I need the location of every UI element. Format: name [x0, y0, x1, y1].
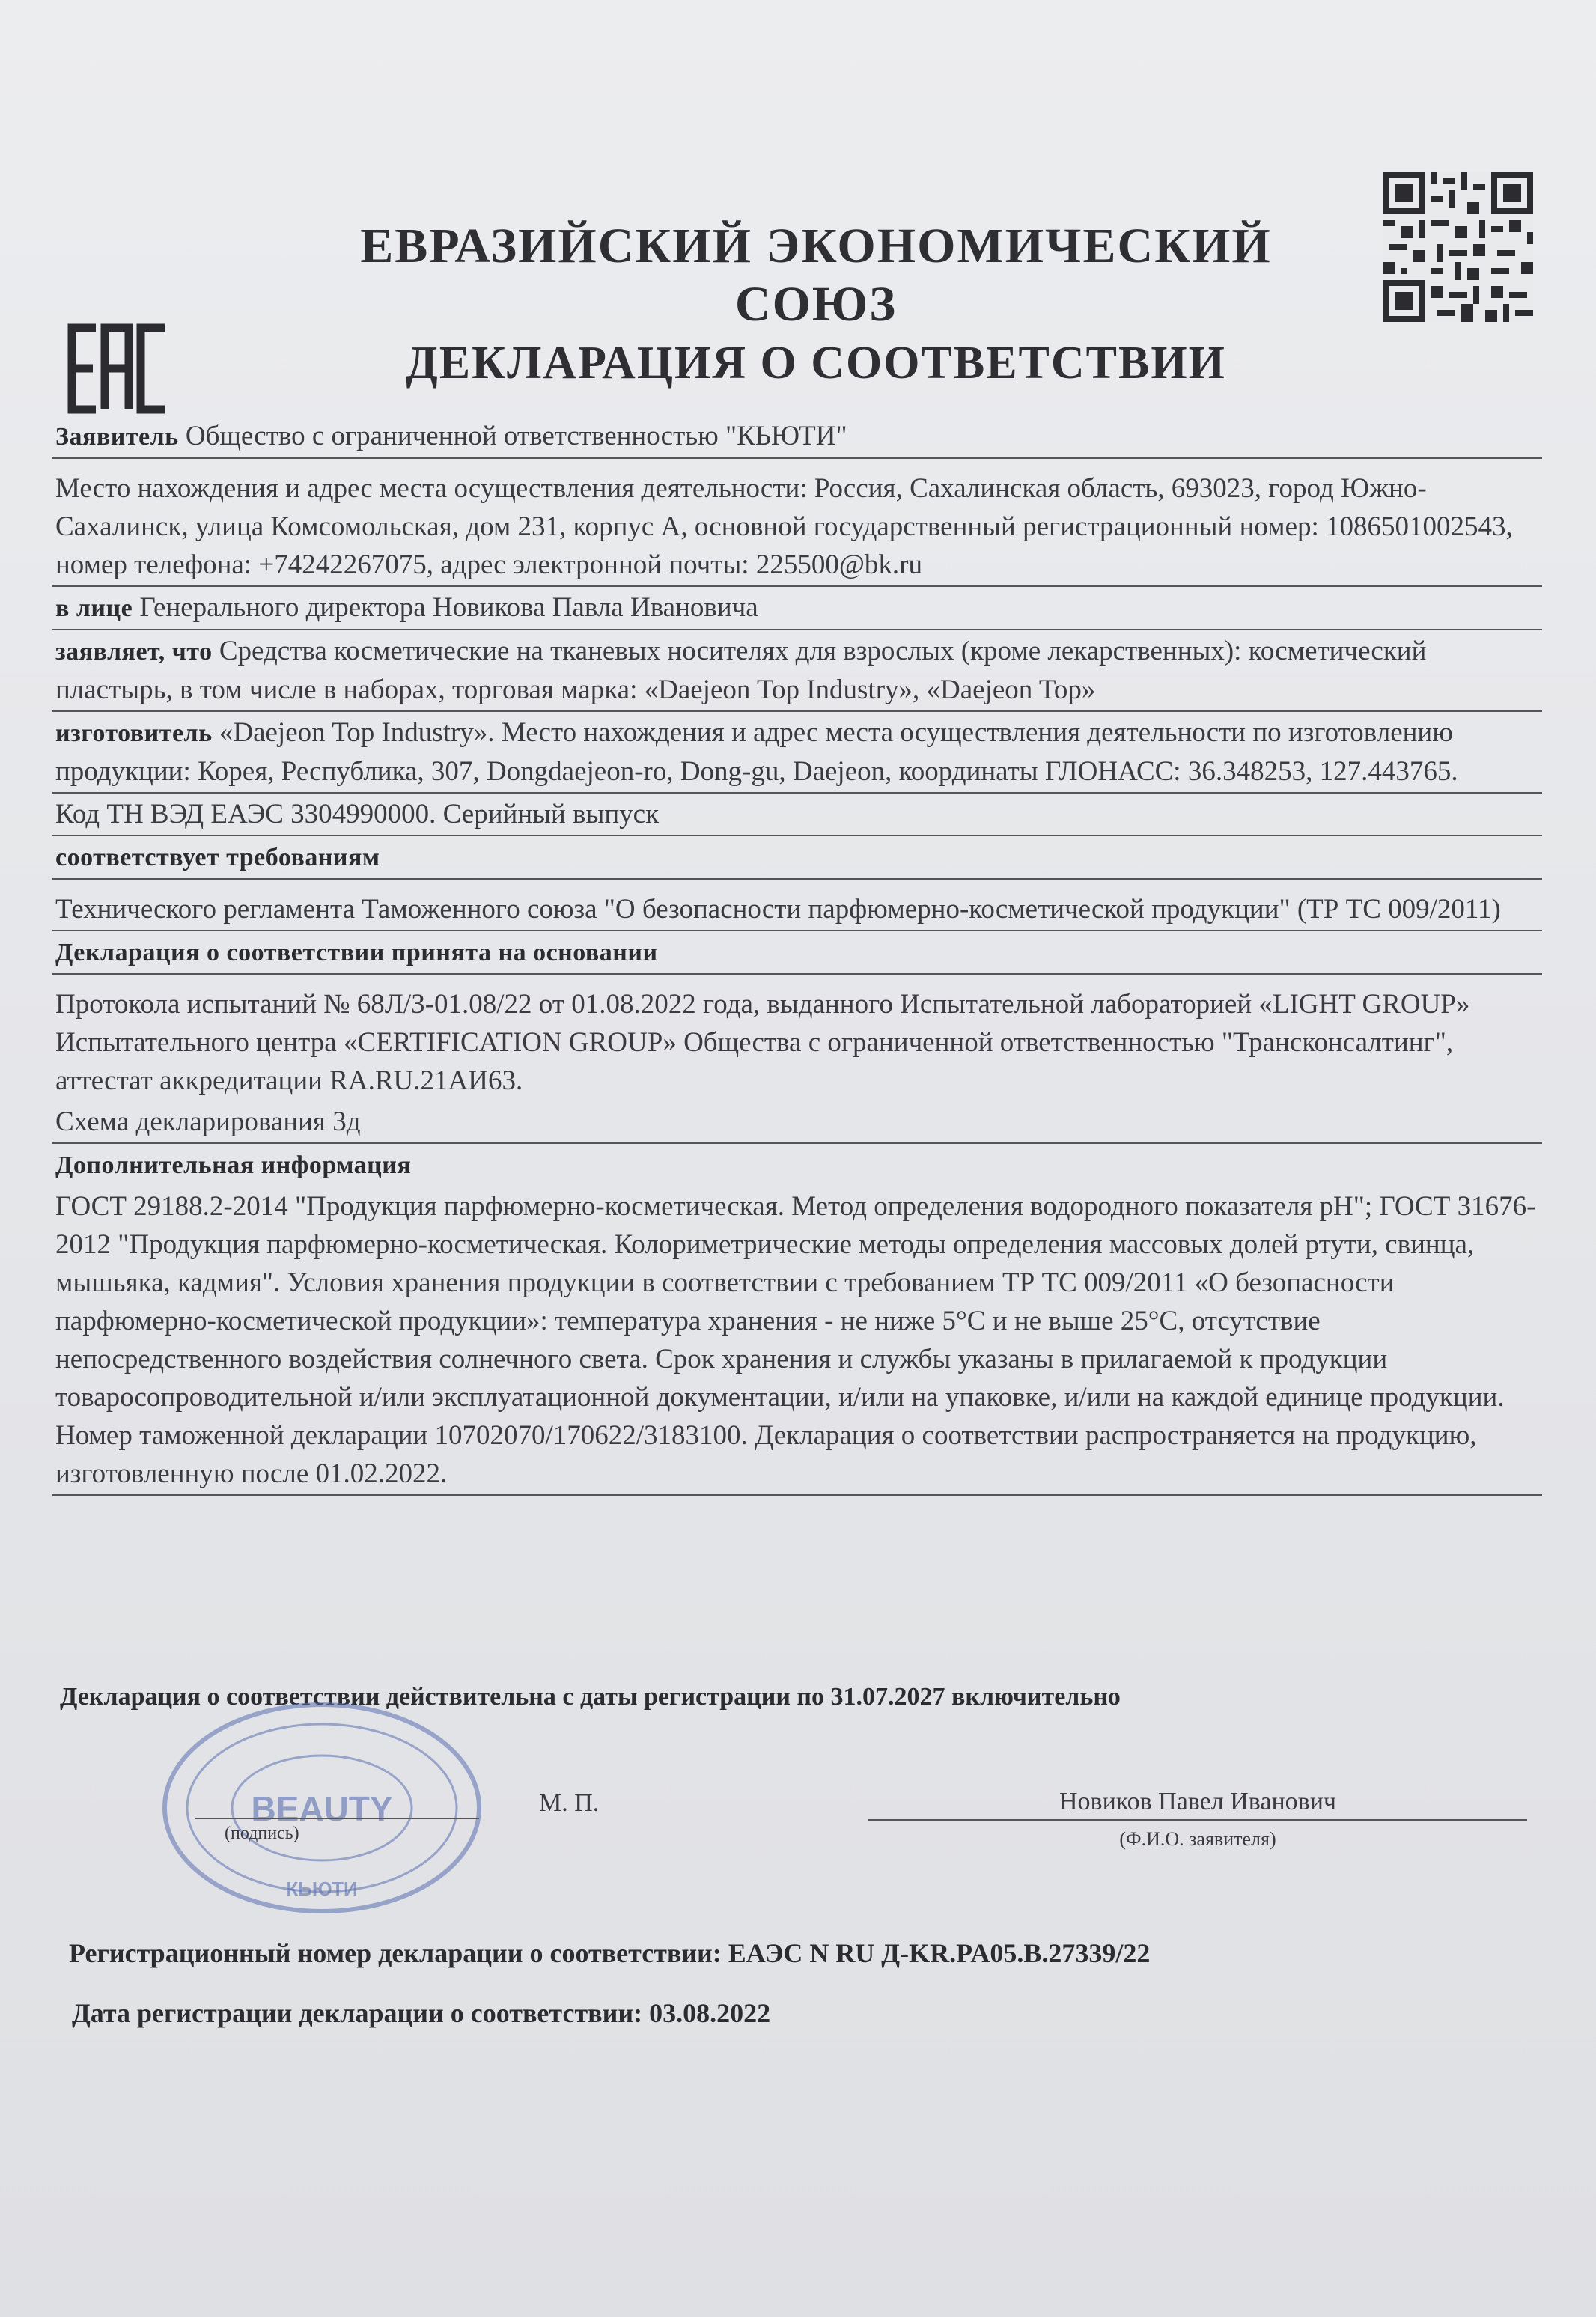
stamp-ring-text: КЬЮТИ: [286, 1878, 358, 1900]
code-row: [52, 794, 1542, 836]
stamp-place-label: М. П.: [539, 1789, 600, 1817]
registration-date: Дата регистрации декларации о соответствии: 03.08.2022: [72, 1998, 771, 2028]
address-value: Место нахождения и адрес места осуществления деятельности: Россия, Сахалинская область, 693023, город Южно-Сахалинск, улица Комсомольская, дом 231, корпус А, основной государственный регистрационный номер: 1086501002543, номер телефона: +74242267075, адрес электронной почты: 225500@bk.ru: [55, 473, 1513, 580]
complies-value: Технического регламента Таможенного союза "О безопасности парфюмерно-косметической продукции" (ТР ТС 009/2011): [55, 894, 1501, 925]
complies-label: соответствует требованиям: [55, 844, 380, 871]
declares-value: Средства косметические на тканевых носителях для взрослых (кроме лекарственных): косметический пластырь, в том числе в наборах, торговая марка: «Daejeon Top Industry», «Daejeon Top»: [55, 636, 1427, 705]
declaration-body: [52, 415, 1542, 1496]
header-declaration-title: ДЕКЛАРАЦИЯ О СООТВЕТСТВИИ: [406, 338, 1226, 389]
scheme-value: Схема декларирования 3д: [55, 1106, 361, 1137]
code-value: Код ТН ВЭД ЕАЭС 3304990000. Серийный выпуск: [55, 799, 660, 829]
header-union-title: ЕВРАЗИЙСКИЙ ЭКОНОМИЧЕСКИЙ СОЮЗ: [360, 219, 1272, 332]
basis-value: Протокола испытаний № 68Л/З-01.08/22 от 01.08.2022 года, выданного Испытательной лабораторией «LIGHT GROUP» Испытательного центра «CERTIFICATION GROUP» Общества с ограниченной ответственностью "Трансконсалтинг", аттестат аккредитации RA.RU.21АИ63.: [55, 989, 1470, 1096]
additional-value: ГОСТ 29188.2-2014 "Продукция парфюмерно-косметическая. Метод определения водородного показателя pH"; ГОСТ 31676-2012 "Продукция парфюмерно-косметическая. Колориметрические методы определения массовых долей ртути, свинца, мышьяка, кадмия". Условия хранения продукции в соответствии с требованием ТР ТС 009/2011 «О безопасности парфюмерно-косметической продукции»: температура хранения - не ниже 5°С и не выше 25°С, отсутствие непосредственного воздействия солнечного света. Срок хранения и службы указаны в прилагаемой к продукции товаросопроводительной и/или эксплуатационной документации, и/или на упаковке, и/или на каждой единице продукции. Номер таможенной декларации 10702070/170622/3183100. Декларация о соответствии распространяется на продукцию, изготовленную после 01.02.2022.: [55, 1191, 1536, 1489]
qr-code-icon: [1383, 172, 1533, 322]
represented-value: Генерального директора Новикова Павла Ивановича: [139, 592, 758, 623]
validity-statement: Декларация о соответствии действительна с даты регистрации по 31.07.2027 включительно: [60, 1683, 1121, 1711]
manufacturer-label: изготовитель: [55, 719, 213, 747]
signature-line: [195, 1818, 479, 1819]
applicant-label: Заявитель: [55, 423, 179, 451]
document-header: [284, 217, 1347, 392]
signer-caption: (Ф.И.О. заявителя): [1119, 1828, 1276, 1850]
represented-row: [52, 587, 1542, 630]
represented-label: в лице: [55, 594, 133, 622]
eac-logo-icon: [66, 322, 171, 415]
address-row: [52, 459, 1542, 587]
signer-name: Новиков Павел Иванович: [868, 1788, 1527, 1821]
basis-label: Декларация о соответствии принята на основании: [55, 939, 658, 966]
declares-row: [52, 630, 1542, 712]
applicant-value: Общество с ограниченной ответственностью "КЬЮТИ": [185, 421, 847, 451]
registration-number: Регистрационный номер декларации о соответствии: ЕАЭС N RU Д-KR.PA05.B.27339/22: [69, 1938, 1151, 1968]
manufacturer-value: «Daejeon Top Industry». Место нахождения и адрес места осуществления деятельности по изготовлению продукции: Корея, Республика, 307, Dongdaejeon-ro, Dong-gu, Daejeon, координаты ГЛОНАСС: 36.348253, 127.443765.: [55, 717, 1458, 787]
basis-label-row: [52, 931, 1542, 975]
applicant-row: [52, 415, 1542, 459]
stamp-center-text: BEAUTY: [251, 1789, 393, 1828]
company-stamp: [157, 1699, 487, 1916]
additional-row: [52, 1186, 1542, 1496]
complies-label-row: [52, 836, 1542, 880]
additional-label: Дополнительная информация: [55, 1151, 412, 1179]
manufacturer-row: [52, 712, 1542, 794]
complies-row: [52, 880, 1542, 931]
scheme-row: [52, 1101, 1542, 1144]
basis-row: [52, 975, 1542, 1101]
signature-caption: (подпись): [225, 1824, 299, 1843]
additional-label-row: [52, 1144, 1542, 1186]
declares-label: заявляет, что: [55, 638, 213, 666]
